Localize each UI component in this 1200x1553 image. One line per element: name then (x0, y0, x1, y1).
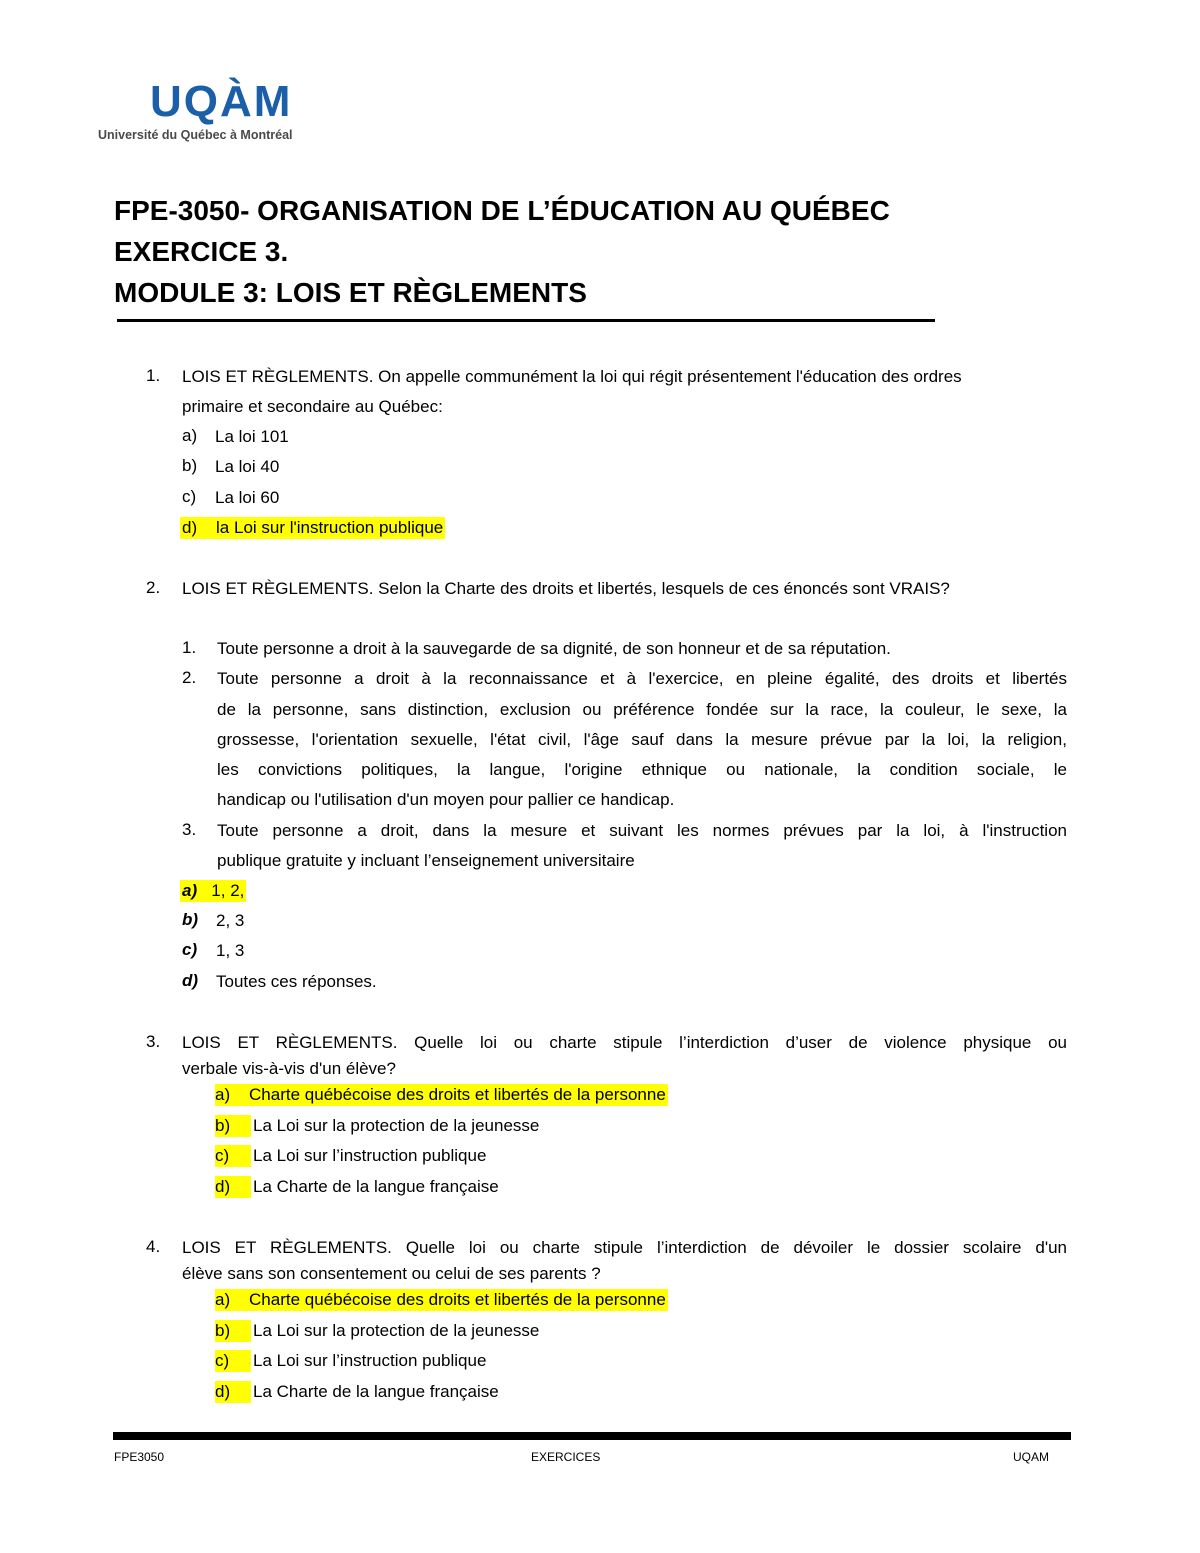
uqam-logo (98, 77, 298, 142)
option-label: c) (182, 940, 198, 959)
question-number: 2. (146, 578, 161, 597)
option-text: 1, 3 (216, 941, 245, 960)
option-answer-highlight (180, 517, 445, 539)
option-text: La Charte de la langue française (253, 1177, 499, 1196)
question-text: LOIS ET RÈGLEMENTS. On appelle communément la loi qui régit présentement l'éducation des ordres (182, 367, 962, 386)
option-label-highlight (215, 1115, 251, 1137)
statement-text: Toute personne a droit à la sauvegarde de sa dignité, de son honneur et de sa réputation. (217, 639, 891, 658)
option-text: Charte québécoise des droits et libertés de la personne (249, 1290, 666, 1309)
option-text: 2, 3 (216, 911, 245, 930)
option-label: a) (215, 1290, 231, 1309)
option-text: la Loi sur l'instruction publique (216, 518, 444, 537)
title-course: FPE-3050- ORGANISATION DE L’ÉDUCATION AU QUÉBEC (114, 195, 890, 226)
option-label-highlight (215, 1176, 251, 1198)
statement-text: grossesse, l'orientation sexuelle, l'état civil, l'âge sauf dans la mesure prévue par la loi, la religion, (217, 730, 1067, 749)
option-label: b) (215, 1116, 231, 1135)
footer-rule (113, 1432, 1071, 1440)
question-text: LOIS ET RÈGLEMENTS. Selon la Charte des droits et libertés, lesquels de ces énoncés sont VRAIS? (182, 579, 950, 598)
option-label: d) (215, 1382, 231, 1401)
question-number: 1. (146, 366, 161, 385)
option-label: b) (182, 910, 199, 929)
option-answer-highlight (180, 880, 246, 902)
option-label-highlight (215, 1350, 251, 1372)
statement-text: handicap ou l'utilisation d'un moyen pour pallier ce handicap. (217, 790, 675, 809)
option-text: La Loi sur la protection de la jeunesse (253, 1116, 540, 1135)
question-number: 4. (146, 1237, 161, 1256)
title-underline (117, 319, 935, 322)
option-label: d) (182, 518, 198, 537)
option-answer-highlight (215, 1084, 668, 1106)
option-answer-highlight (215, 1289, 668, 1311)
question-text: LOIS ET RÈGLEMENTS. Quelle loi ou charte stipule l’interdiction d’user de violence physique ou (182, 1033, 1067, 1052)
option-label: d) (182, 971, 199, 990)
option-label: d) (215, 1177, 231, 1196)
statement-text: de la personne, sans distinction, exclusion ou préférence fondée sur la race, la couleur, le sexe, la (217, 700, 1067, 719)
statement-text: les convictions politiques, la langue, l'origine ethnique ou nationale, la condition sociale, le (217, 760, 1067, 779)
title-module: MODULE 3: LOIS ET RÈGLEMENTS (114, 277, 587, 308)
option-label: a) (182, 881, 198, 900)
logo-subtitle: Université du Québec à Montréal (98, 128, 293, 142)
document-title (114, 190, 890, 313)
option-label: c) (215, 1351, 230, 1370)
option-text: La loi 40 (215, 457, 280, 476)
option-text: Toutes ces réponses. (216, 972, 377, 991)
statement-number: 1. (182, 638, 197, 657)
option-text: La Loi sur l’instruction publique (253, 1351, 487, 1370)
footer-left: FPE3050 (114, 1450, 165, 1464)
option-text: La loi 60 (215, 488, 280, 507)
question-text: LOIS ET RÈGLEMENTS. Quelle loi ou charte stipule l’interdiction de dévoiler le dossier scolaire d'un (182, 1238, 1067, 1257)
option-label: b) (182, 456, 198, 475)
option-label: c) (215, 1146, 230, 1165)
logo-mark: UQÀM (150, 77, 293, 126)
statement-number: 3. (182, 820, 197, 839)
statement-text: Toute personne a droit, dans la mesure et suivant les normes prévues par la loi, à l'instruction (217, 821, 1067, 840)
option-label: b) (215, 1321, 231, 1340)
footer-right: UQAM (1013, 1450, 1049, 1464)
option-text: La Loi sur l’instruction publique (253, 1146, 487, 1165)
footer-center: EXERCICES (531, 1450, 601, 1464)
question-number: 3. (146, 1032, 161, 1051)
question-text: primaire et secondaire au Québec: (182, 397, 443, 416)
question-text: verbale vis-à-vis d'un élève? (182, 1059, 396, 1078)
option-text: 1, 2, (211, 881, 245, 900)
option-text: La Charte de la langue française (253, 1382, 499, 1401)
option-label-highlight (215, 1320, 251, 1342)
option-label-highlight (215, 1145, 251, 1167)
statement-number: 2. (182, 668, 197, 687)
title-exercise: EXERCICE 3. (114, 236, 289, 267)
option-text: La Loi sur la protection de la jeunesse (253, 1321, 540, 1340)
option-text: La loi 101 (215, 427, 289, 446)
statement-text: publique gratuite y incluant l’enseignement universitaire (217, 851, 635, 870)
question-text: élève sans son consentement ou celui de ses parents ? (182, 1264, 601, 1283)
option-text: Charte québécoise des droits et libertés de la personne (249, 1085, 666, 1104)
option-label: a) (215, 1085, 231, 1104)
option-label: c) (182, 487, 197, 506)
option-label-highlight (215, 1381, 251, 1403)
option-label: a) (182, 426, 198, 445)
statement-text: Toute personne a droit à la reconnaissance et à l'exercice, en pleine égalité, des droits et libertés (217, 669, 1067, 688)
